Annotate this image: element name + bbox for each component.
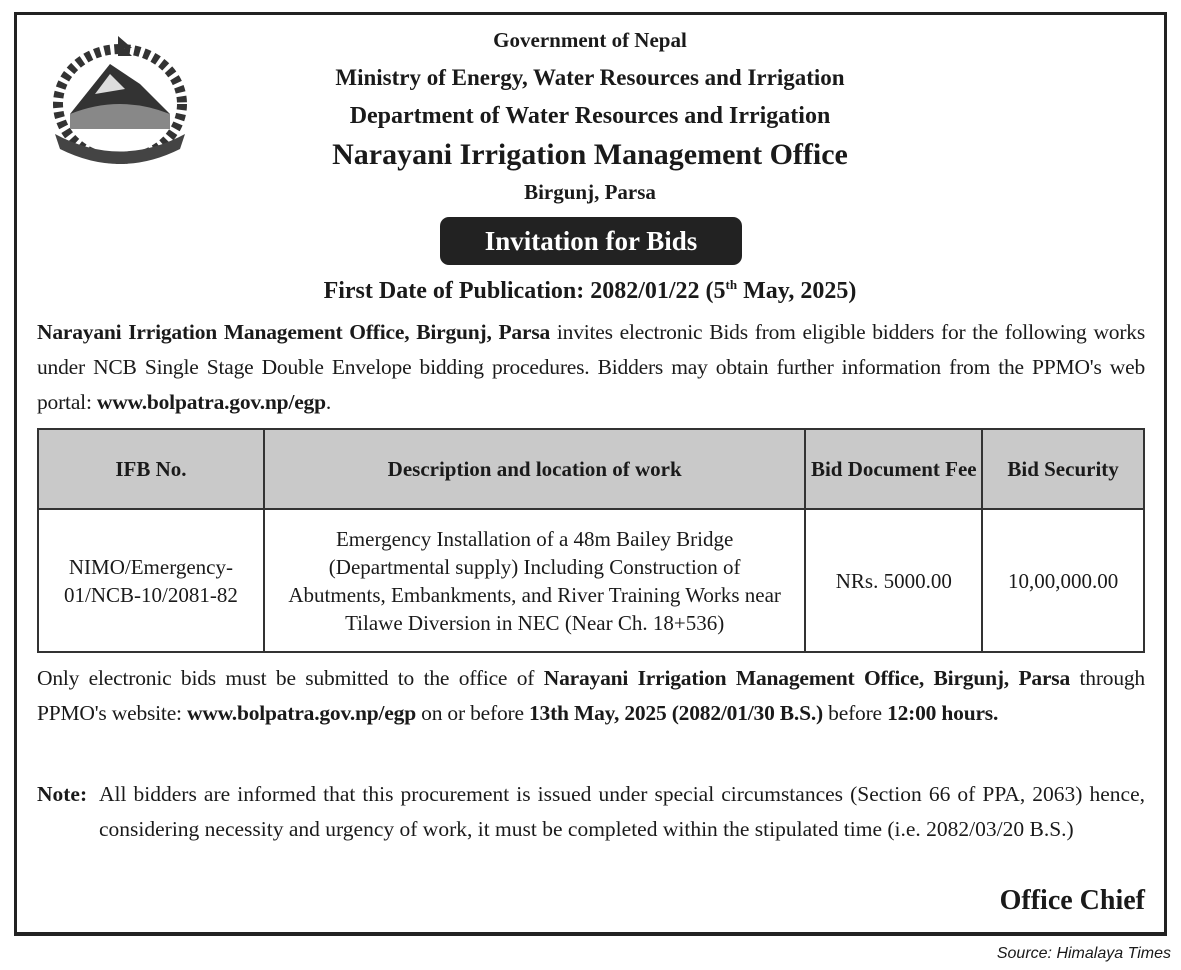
ministry-heading: Ministry of Energy, Water Resources and Irrigation <box>335 65 845 90</box>
portal-link-2[interactable]: www.bolpatra.gov.np/egp <box>187 701 416 725</box>
notice-title: Invitation for Bids <box>440 217 742 265</box>
col-fee: Bid Document Fee <box>805 429 982 509</box>
col-description: Description and location of work <box>264 429 806 509</box>
ifb-cell: NIMO/Emergency-01/NCB-10/2081-82 <box>38 509 264 652</box>
government-heading: Government of Nepal <box>493 28 687 52</box>
note-label: Note: <box>37 782 88 806</box>
fee-cell: NRs. 5000.00 <box>805 509 982 652</box>
publication-date: First Date of Publication: 2082/01/22 (5th May, 2025) <box>323 277 857 304</box>
submission-paragraph: Only electronic bids must be submitted to the office of Narayani Irrigation Management Office, Birgunj, Parsa through PPMO's website: www.bolpatra.gov.np/egp on or before 13th May, 2025 (2082/01/30 B.S.) before 12:00 hours. <box>37 666 1145 725</box>
col-ifb: IFB No. <box>38 429 264 509</box>
bids-table <box>37 428 1145 653</box>
department-heading: Department of Water Resources and Irrigation <box>349 103 831 129</box>
portal-link[interactable]: www.bolpatra.gov.np/egp <box>96 390 326 414</box>
table-header-row <box>38 429 1144 509</box>
location-heading: Birgunj, Parsa <box>524 180 656 204</box>
note-paragraph <box>37 777 1145 847</box>
security-cell: 10,00,000.00 <box>982 509 1144 652</box>
intro-paragraph: Narayani Irrigation Management Office, Birgunj, Parsa invites electronic Bids from eligible bidders for the following works under NCB Single Stage Double Envelope bidding procedures. Bidders may obtain further information from the PPMO's web portal: www.bolpatra.gov.np/egp. <box>37 320 1145 414</box>
table-row <box>38 509 1144 652</box>
col-security: Bid Security <box>982 429 1144 509</box>
office-heading: Narayani Irrigation Management Office <box>332 138 848 171</box>
source-credit: Source: Himalaya Times <box>996 945 1171 962</box>
signature: Office Chief <box>999 885 1145 916</box>
note-text: All bidders are informed that this procurement is issued under special circumstances (Section 66 of PPA, 2063) hence, considering necessity and urgency of work, it must be completed within the stipulated time (i.e. 2082/03/20 B.S.) <box>99 782 1145 841</box>
nepal-emblem-icon <box>40 34 200 169</box>
description-cell: Emergency Installation of a 48m Bailey Bridge (Departmental supply) Including Construction of Abutments, Embankments, and River Training Works near Tilawe Diversion in NEC (Near Ch. 18+536) <box>264 509 806 652</box>
